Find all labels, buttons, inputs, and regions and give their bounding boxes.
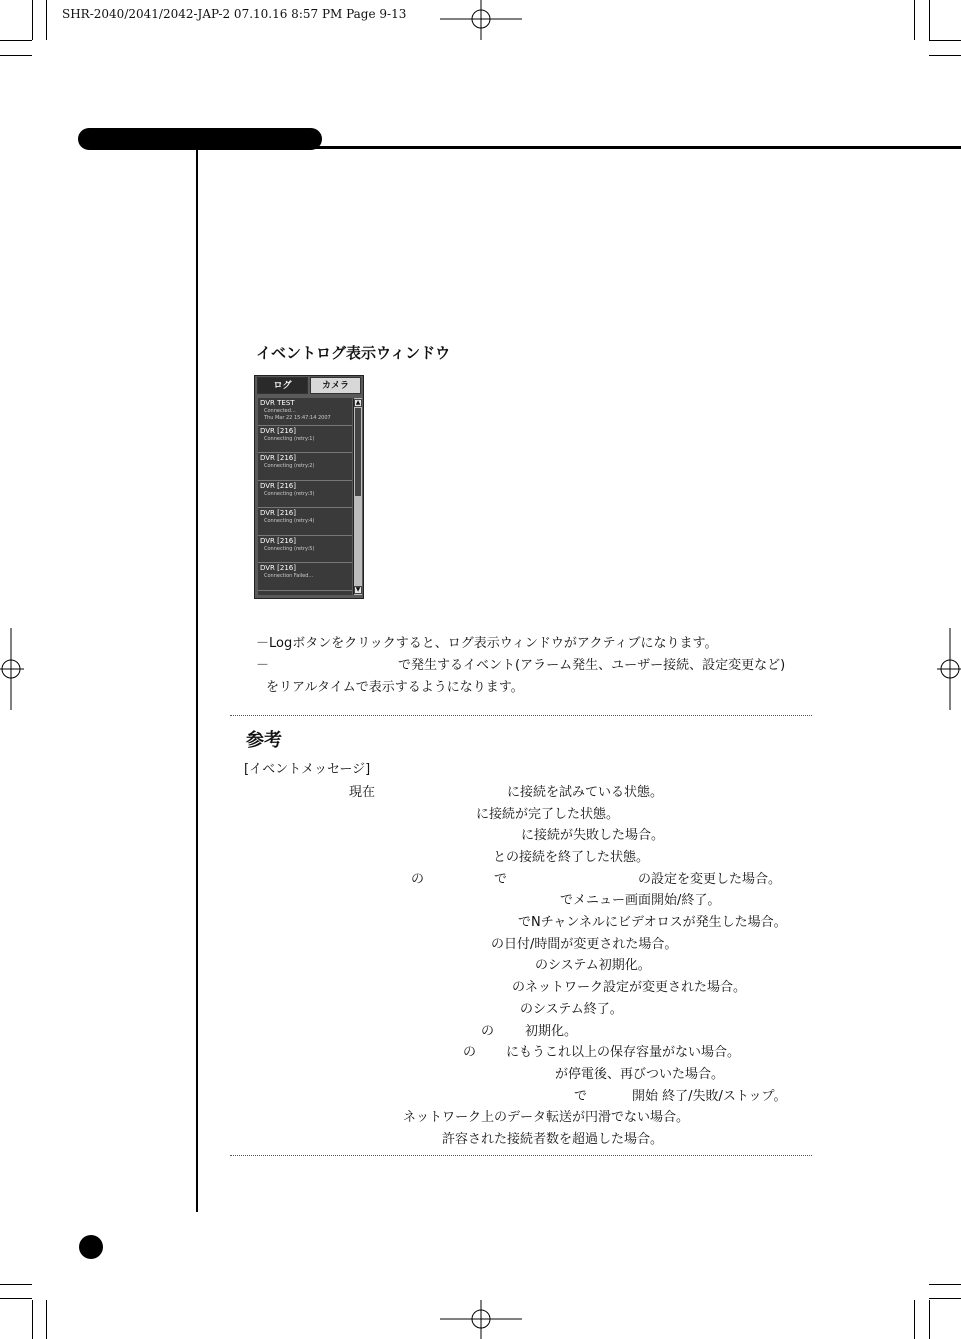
log-entry-title: DVR [216] [260,481,296,490]
description-line: － [256,658,270,673]
log-scrollbar[interactable] [353,398,362,595]
tab-camera[interactable]: カメラ [310,377,361,394]
log-entry[interactable] [258,536,352,564]
crop-mark [914,1300,915,1339]
event-message: で [574,1089,588,1104]
crop-mark [0,1284,32,1285]
event-message: に接続が完了した状態。 [476,807,620,822]
description-line: をリアルタイムで表示するようになります。 [266,680,524,695]
event-messages-header: [イベントメッセージ] [244,762,371,777]
log-entry-title: DVR [216] [260,454,296,462]
crop-mark [929,1284,961,1285]
crop-mark [914,0,915,40]
log-entry[interactable] [258,426,352,454]
note-divider-bottom [230,1155,812,1156]
figure-caption: イベントログ表示ウィンドウ [256,344,451,362]
log-entry-line: Connection Failed... [264,573,314,579]
event-message: のシステム終了。 [520,1002,623,1017]
crop-mark [929,40,961,41]
log-entry[interactable] [258,481,352,509]
crop-mark [929,55,961,56]
log-entry-title: DVR TEST [260,399,295,407]
event-log-window [254,375,364,599]
log-entry-title: DVR [216] [260,509,296,517]
crop-mark [0,1298,32,1299]
event-message: との接続を終了した状態。 [493,850,650,865]
registration-mark-bottom [440,1298,522,1339]
crop-mark [32,0,33,40]
event-message: の [481,1024,495,1039]
log-entry-line: Connecting (retry:5) [264,545,315,552]
event-message: 開始 終了/失敗/ストップ。 [632,1089,787,1104]
log-entry-line: Connecting (retry:2) [264,463,315,469]
log-entry-line: Thu Mar 22 15:47:14 2007 [264,415,331,421]
crop-mark [32,1300,33,1339]
crop-mark [46,1300,47,1339]
page-number-marker [79,1235,103,1259]
event-message: 許容された接続者数を超過した場合。 [442,1132,664,1147]
log-entry-line: Connecting (retry:1) [264,435,315,442]
event-message: の [411,872,425,887]
crop-mark [929,1298,961,1299]
event-message: 現在 [349,785,376,800]
margin-line [196,148,198,1212]
section-tab-pill [78,128,322,150]
log-entry-line: Connecting (retry:4) [264,518,315,524]
event-message: ネットワーク上のデータ転送が円滑でない場合。 [403,1110,690,1125]
tab-log[interactable]: ログ [257,377,308,394]
crop-mark [0,40,32,41]
log-entry[interactable] [258,453,352,481]
scroll-thumb[interactable] [355,408,361,496]
log-entry[interactable] [258,508,352,536]
note-divider-top [230,715,812,716]
description-line: で発生するイベント(アラーム発生、ユーザー接続、設定変更など) [398,658,786,673]
event-message: でNチャンネルにビデオロスが発生した場合。 [518,915,787,930]
event-message: に接続を試みている状態。 [507,785,664,800]
log-entry[interactable] [258,398,352,426]
log-entry-line: Connecting (retry:3) [264,490,315,497]
crop-mark [929,0,930,40]
crop-mark [46,0,47,40]
event-message: のシステム初期化。 [535,958,651,973]
log-list [258,398,352,595]
registration-mark-left [0,628,24,710]
scroll-down-icon[interactable]: ▼ [355,586,361,593]
event-message: にもうこれ以上の保存容量がない場合。 [506,1045,741,1060]
event-message: が停電後、再びついた場合。 [555,1067,725,1082]
crop-mark [929,1300,930,1339]
event-message: 初期化。 [525,1024,578,1039]
registration-mark-top [440,0,522,42]
log-entry-line: Connected... [264,408,296,414]
description-line: －Logボタンをクリックすると、ログ表示ウィンドウがアクティブになります。 [256,636,718,651]
scroll-up-icon[interactable]: ▲ [355,399,361,406]
event-message: に接続が失敗した場合。 [521,828,665,843]
section-rule [300,146,961,149]
crop-mark [0,55,32,56]
event-message: でメニュー画面開始/終了。 [560,893,721,908]
log-entry-title: DVR [216] [260,426,296,435]
log-entry-title: DVR [216] [260,536,296,545]
registration-mark-right [937,628,961,710]
event-message: のネットワーク設定が変更された場合。 [512,980,747,995]
event-message: の [463,1045,477,1060]
event-message: の日付/時間が変更された場合。 [491,937,678,952]
event-message: の設定を変更した場合。 [638,872,782,887]
print-header: SHR-2040/2041/2042-JAP-2 07.10.16 8:57 PM Page 9-13 [62,7,407,21]
note-title: 参考 [246,730,282,751]
log-entry-title: DVR [216] [260,564,296,572]
event-message: で [494,872,508,887]
log-entry[interactable] [258,563,352,591]
